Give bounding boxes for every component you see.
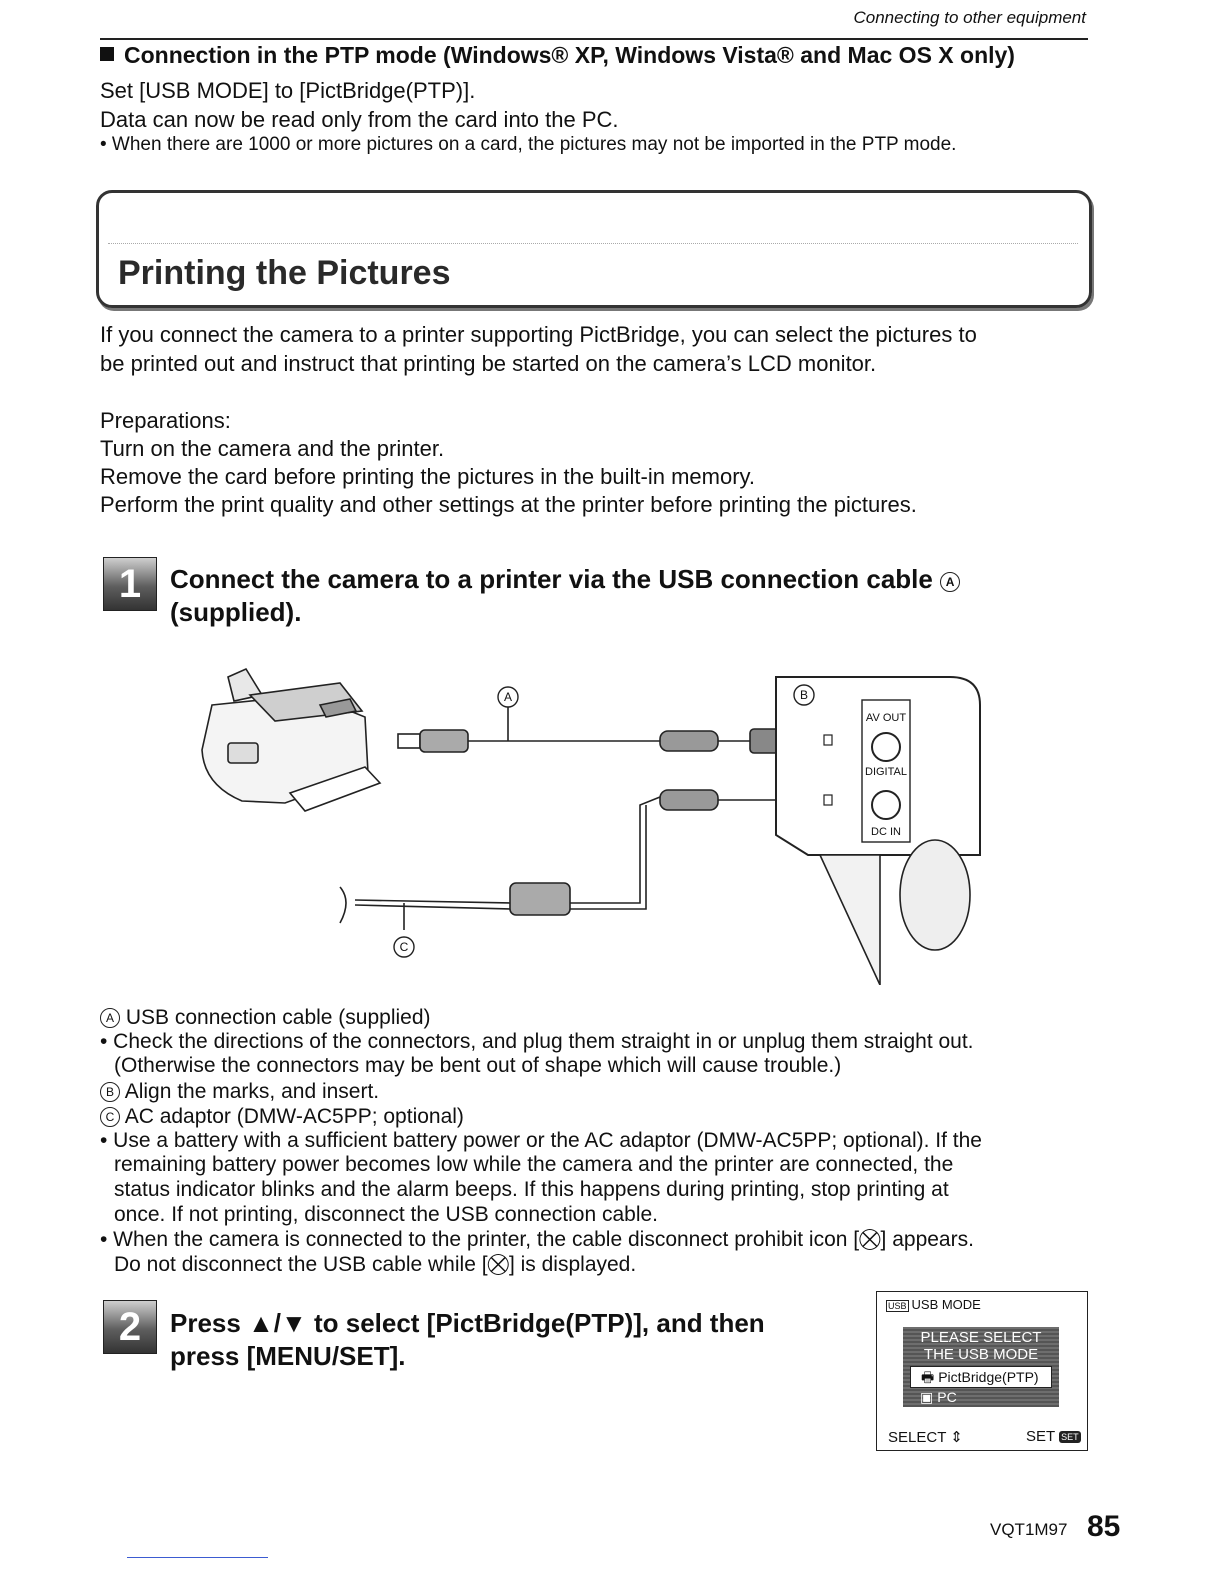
step-1-line-1: Connect the camera to a printer via the USB connection cable — [170, 564, 933, 594]
note-c-marker: C — [100, 1107, 120, 1127]
ptp-line-1: Set [USB MODE] to [PictBridge(PTP)]. — [100, 78, 476, 103]
note-bullet-2-line-4: once. If not printing, disconnect the USB connection cable. — [114, 1203, 659, 1226]
note-a — [100, 1005, 431, 1030]
banner-title: Printing the Pictures — [118, 254, 451, 292]
menu-set-icon: SET — [1061, 1432, 1079, 1442]
note-bullet-3-line-1: • When the camera is connected to the printer, the cable disconnect prohibit icon [⛒] appears. — [100, 1228, 974, 1251]
step-1-line-2: (supplied). — [170, 597, 302, 627]
diagram-label-b: B — [799, 688, 809, 702]
lcd-option-pictbridge-label: PictBridge(PTP) — [938, 1369, 1039, 1385]
page-number: 85 — [1087, 1510, 1121, 1543]
prep-line-1: Turn on the camera and the printer. — [100, 436, 445, 461]
printer-illustration — [202, 669, 380, 811]
note-b-text: Align the marks, and insert. — [124, 1080, 380, 1103]
ptp-line-2: Data can now be read only from the card into the PC. — [100, 107, 619, 132]
note-b-marker: B — [100, 1082, 120, 1102]
av-out-label: AV OUT — [865, 712, 907, 724]
printer-icon: 🖶 — [921, 1369, 935, 1385]
note-b — [100, 1079, 379, 1104]
connection-diagram — [190, 655, 990, 985]
lcd-option-pc[interactable] — [910, 1389, 1050, 1405]
step-2-number: 2 — [103, 1300, 157, 1354]
dc-in-label: DC IN — [871, 826, 901, 838]
note-c-text: AC adaptor (DMW-AC5PP; optional) — [124, 1105, 464, 1128]
banner-rule — [108, 243, 1078, 244]
lcd-option-pc-label: PC — [937, 1389, 957, 1405]
step-1-number: 1 — [103, 557, 157, 611]
ptp-section-title — [100, 42, 1015, 69]
usb-cable — [398, 707, 816, 753]
prep-line-3: Perform the print quality and other settings at the printer before printing the pictures. — [100, 492, 917, 517]
model-code: VQT1M97 — [990, 1520, 1068, 1539]
lcd-title-text: USB MODE — [911, 1297, 981, 1312]
lcd-prompt — [903, 1329, 1059, 1363]
step-2-text — [170, 1307, 765, 1373]
note-bullet-2-line-2: remaining battery power becomes low while the camera and the printer are connected, the — [114, 1153, 954, 1176]
diagram-label-c: C — [399, 940, 409, 954]
lcd-set-text: SET — [1026, 1428, 1055, 1445]
lcd-select-hint: SELECT ⇕ — [888, 1429, 963, 1446]
usb-icon: USB — [888, 1301, 907, 1311]
note-bullet-2-line-3: status indicator blinks and the alarm beeps. If this happens during printing, stop printing at — [114, 1178, 949, 1201]
diagram-label-a: A — [503, 690, 513, 704]
digital-label: DIGITAL — [865, 766, 907, 778]
pc-icon: ▣ — [920, 1389, 934, 1405]
step-2-line-2: press [MENU/SET]. — [170, 1341, 406, 1371]
lcd-prompt-line-1: PLEASE SELECT — [920, 1329, 1042, 1346]
note-bullet-3-line-2: Do not disconnect the USB cable while [⛒] is displayed. — [114, 1253, 637, 1276]
intro-line-1: If you connect the camera to a printer supporting PictBridge, you can select the pictures to — [100, 322, 977, 347]
header-rule — [100, 38, 1088, 40]
footer-link-rule — [127, 1557, 268, 1558]
step-1-text — [170, 563, 960, 629]
intro-line-2: be printed out and instruct that printing be started on the camera’s LCD monitor. — [100, 351, 877, 376]
note-bullet-1-cont: (Otherwise the connectors may be bent out of shape which will cause trouble.) — [114, 1054, 842, 1077]
ptp-bullet: • When there are 1000 or more pictures on a card, the pictures may not be imported in the PTP mode. — [100, 134, 957, 155]
ac-adaptor-cable — [340, 789, 828, 930]
note-bullet-2-line-1: • Use a battery with a sufficient battery power or the AC adaptor (DMW-AC5PP; optional). If the — [100, 1129, 982, 1152]
note-bullet-1: • Check the directions of the connectors, and plug them straight in or unplug them straight out. — [100, 1030, 974, 1053]
note-c — [100, 1104, 464, 1129]
note-a-marker: A — [100, 1008, 120, 1028]
square-bullet-icon — [100, 47, 114, 61]
lcd-option-pictbridge[interactable] — [910, 1366, 1052, 1388]
lcd-set-hint — [1026, 1428, 1081, 1445]
step-2-line-1: Press ▲/▼ to select [PictBridge(PTP)], and then — [170, 1308, 765, 1338]
running-header: Connecting to other equipment — [853, 8, 1086, 27]
note-a-text: USB connection cable (supplied) — [125, 1006, 431, 1029]
ptp-title-text: Connection in the PTP mode (Windows® XP, Windows Vista® and Mac OS X only) — [124, 42, 1015, 68]
lcd-prompt-line-2: THE USB MODE — [923, 1346, 1039, 1363]
step-1-marker-a: A — [940, 572, 960, 592]
prep-heading: Preparations: — [100, 408, 231, 433]
prep-line-2: Remove the card before printing the pictures in the built-in memory. — [100, 464, 756, 489]
lcd-title — [886, 1297, 981, 1312]
